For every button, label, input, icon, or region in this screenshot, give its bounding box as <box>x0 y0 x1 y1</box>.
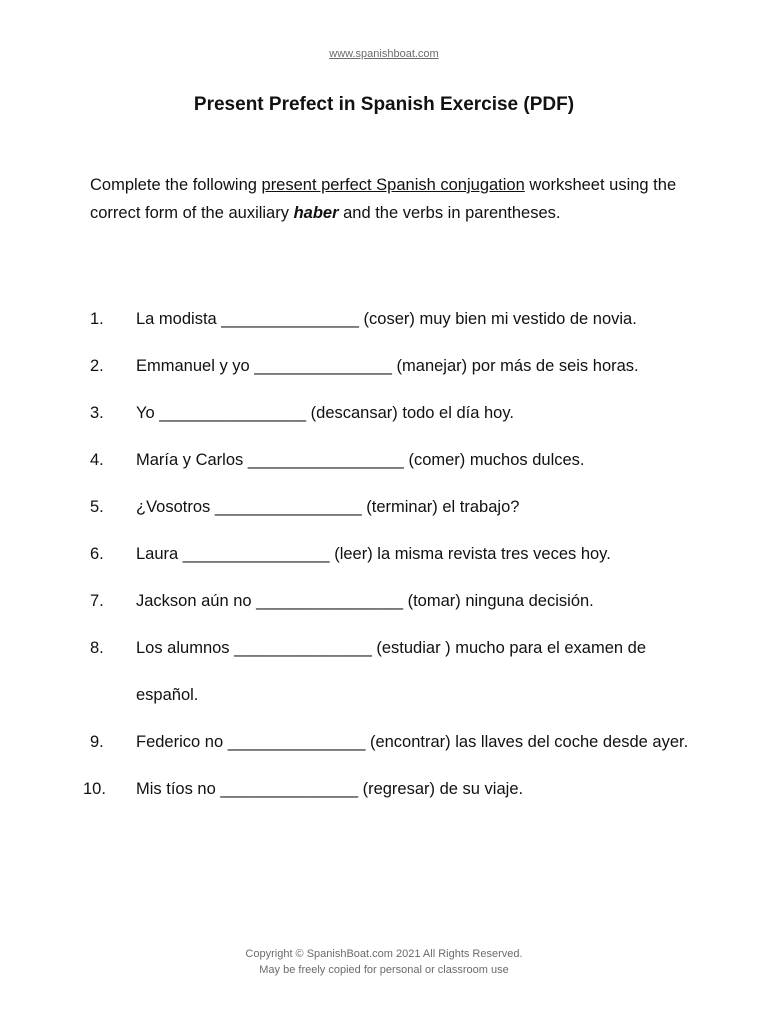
exercise-item <box>90 578 690 625</box>
page-title: Present Prefect in Spanish Exercise (PDF) <box>193 94 575 115</box>
exercise-item <box>90 343 690 390</box>
site-link[interactable]: www.spanishboat.com <box>329 48 439 60</box>
exercise-number: 6. <box>90 545 104 563</box>
exercise-sentence: María y Carlos _________________ (comer) muchos dulces. <box>136 451 585 469</box>
exercise-number: 1. <box>90 310 104 328</box>
exercise-number: 7. <box>90 592 104 610</box>
exercise-sentence: Yo ________________ (descansar) todo el día hoy. <box>136 404 514 422</box>
exercise-number: 2. <box>90 357 104 375</box>
exercise-sentence: Los alumnos _______________ (estudiar ) mucho para el examen de español. <box>136 639 647 704</box>
exercise-item <box>90 625 690 719</box>
exercise-item <box>90 719 690 766</box>
exercise-item <box>90 484 690 531</box>
exercise-number: 10. <box>83 780 106 798</box>
exercise-item <box>90 437 690 484</box>
instructions-text-start: Complete the following <box>90 176 262 194</box>
instructions-text-middle: worksheet using the correct form of the auxiliary <box>90 176 677 222</box>
exercise-number: 9. <box>90 733 104 751</box>
instructions-paragraph <box>90 172 680 227</box>
exercise-sentence: Federico no _______________ (encontrar) las llaves del coche desde ayer. <box>136 733 689 751</box>
exercise-sentence: La modista _______________ (coser) muy bien mi vestido de novia. <box>136 310 637 328</box>
exercise-item <box>83 766 690 813</box>
exercise-item <box>90 390 690 437</box>
exercise-sentence: Laura ________________ (leer) la misma revista tres veces hoy. <box>136 545 611 563</box>
exercise-item <box>90 531 690 578</box>
exercise-sentence: ¿Vosotros ________________ (terminar) el trabajo? <box>136 498 520 516</box>
instructions-text-end: and the verbs in parentheses. <box>338 203 561 222</box>
usage-notice: May be freely copied for personal or classroom use <box>259 964 509 976</box>
page-footer <box>0 946 768 978</box>
copyright-notice: Copyright © SpanishBoat.com 2021 All Rights Reserved. <box>245 948 523 960</box>
exercise-number: 5. <box>90 498 104 516</box>
exercise-sentence: Emmanuel y yo _______________ (manejar) por más de seis horas. <box>136 357 639 375</box>
exercise-number: 3. <box>90 404 104 422</box>
conjugation-link[interactable]: present perfect Spanish conjugation <box>261 176 525 194</box>
auxiliary-verb-emphasis: haber <box>293 203 339 222</box>
exercise-item <box>90 296 690 343</box>
exercise-number: 8. <box>90 639 104 657</box>
exercise-number: 4. <box>90 451 104 469</box>
exercise-sentence: Mis tíos no _______________ (regresar) de su viaje. <box>136 780 524 798</box>
exercise-sentence: Jackson aún no ________________ (tomar) ninguna decisión. <box>136 592 594 610</box>
exercise-list <box>83 296 690 813</box>
